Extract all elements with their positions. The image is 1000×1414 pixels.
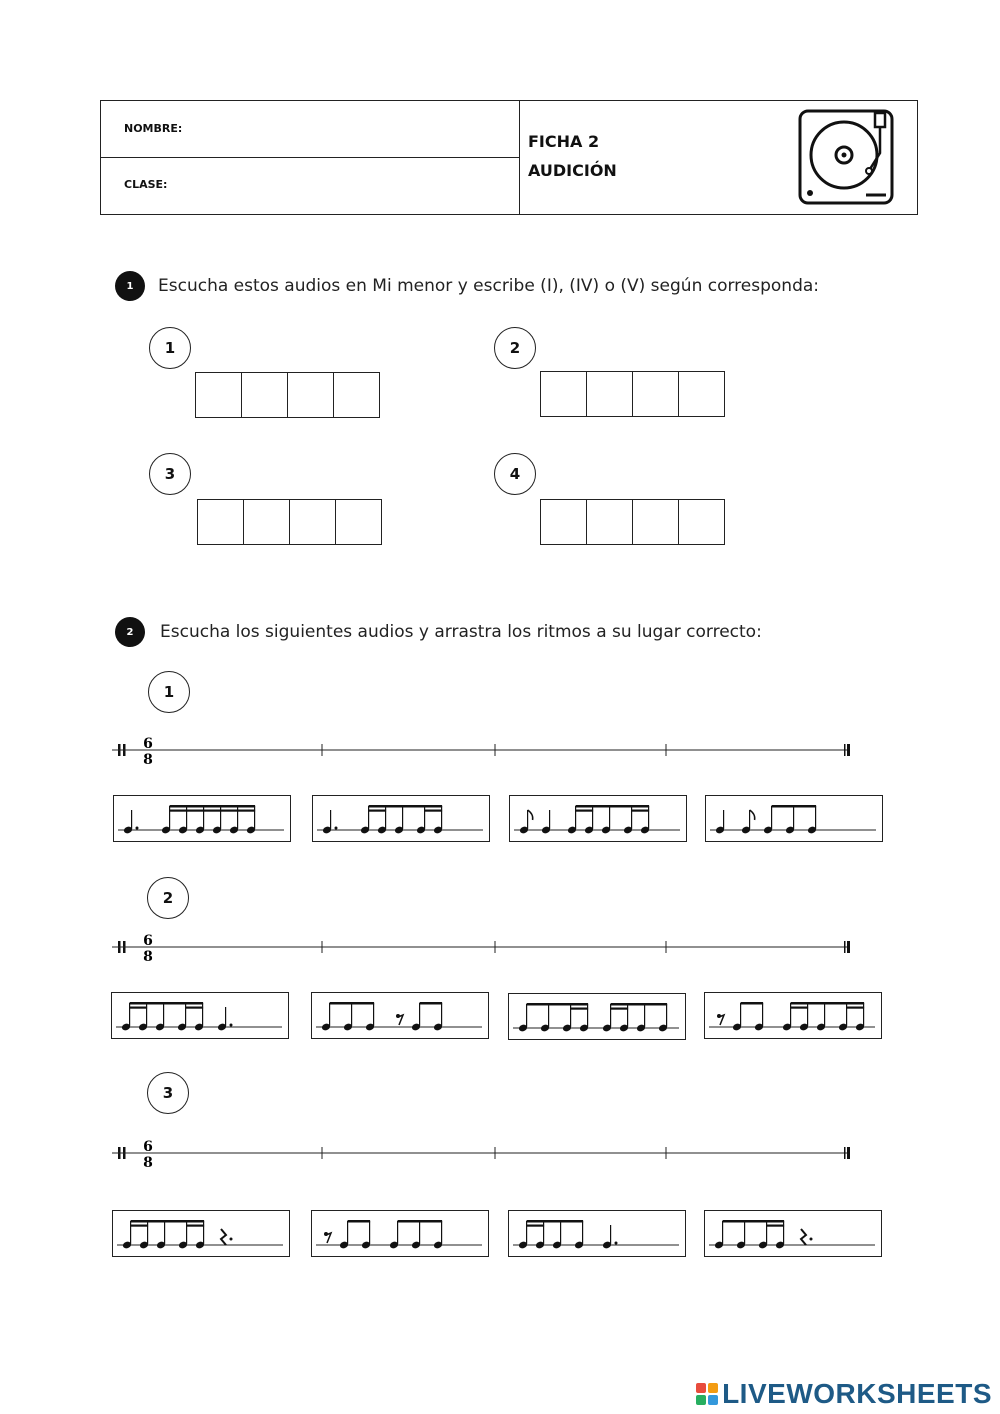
answer-box[interactable]: [540, 499, 587, 545]
beam-secondary: [632, 810, 650, 812]
exercise-2-answers: [540, 371, 725, 417]
rhythm-option[interactable]: [705, 795, 883, 842]
answer-box[interactable]: [336, 499, 382, 545]
time-signature-bottom: 8: [143, 949, 153, 965]
rhythm-notation: [112, 993, 288, 1038]
beam: [131, 1220, 205, 1223]
nombre-label: NOMBRE:: [124, 122, 183, 135]
answer-box[interactable]: [195, 372, 242, 418]
rhythm-option[interactable]: [704, 992, 882, 1039]
staff-end-bar: [844, 744, 846, 756]
rhythm-notation: [705, 993, 881, 1038]
clase-label: CLASE:: [124, 178, 168, 191]
beam-secondary: [187, 810, 205, 812]
time-signature-bottom: 8: [143, 752, 153, 768]
rhythm-option[interactable]: [508, 993, 686, 1040]
beam-secondary: [767, 1225, 785, 1227]
logo-tile: [696, 1383, 706, 1393]
rhythm-option[interactable]: [508, 1210, 686, 1257]
section-1-bullet: 1: [115, 271, 145, 301]
beam: [398, 1220, 443, 1223]
beam: [772, 805, 817, 808]
answer-box[interactable]: [242, 372, 288, 418]
beam: [420, 1002, 443, 1005]
beam-secondary: [571, 1008, 589, 1010]
staff-3: [110, 1133, 870, 1173]
beam-secondary: [131, 1225, 149, 1227]
rhythm-notation: [510, 796, 686, 841]
header-table: [100, 100, 918, 215]
beam-secondary: [791, 1007, 809, 1009]
rhythm-exercise-1-label: 1: [148, 671, 190, 713]
beam: [723, 1220, 785, 1223]
eighth-rest: [396, 1014, 403, 1025]
beam: [527, 1220, 584, 1223]
section-2-instruction: Escucha los siguientes audios y arrastra los ritmos a su lugar correcto:: [160, 622, 762, 642]
rhythm-notation: [509, 1211, 685, 1256]
rhythm-notation: [509, 994, 685, 1039]
exercise-4-label: 4: [494, 453, 536, 495]
beam: [170, 805, 256, 808]
time-signature-top: 6: [143, 736, 153, 752]
exercise-1-answers: [195, 372, 380, 418]
section-1-instruction: Escucha estos audios en Mi menor y escribe (I), (IV) o (V) según corresponda:: [158, 276, 820, 296]
beam-secondary: [221, 810, 239, 812]
staff-1: [110, 730, 870, 770]
time-signature-top: 6: [143, 1139, 153, 1155]
exercise-1-label: 1: [149, 327, 191, 369]
beam: [130, 1002, 204, 1005]
logo-tiles: [696, 1383, 718, 1405]
dot: [335, 827, 338, 830]
rhythm-notation: [312, 993, 488, 1038]
beam-secondary: [130, 1007, 148, 1009]
answer-box[interactable]: [288, 372, 334, 418]
beam-secondary: [425, 810, 443, 812]
exercise-3-answers: [197, 499, 382, 545]
rhythm-option[interactable]: [311, 1210, 489, 1257]
beam-secondary: [611, 1008, 629, 1010]
worksheet-number: FICHA 2: [528, 132, 600, 151]
answer-box[interactable]: [334, 372, 380, 418]
rhythm-exercise-2-label: 2: [147, 877, 189, 919]
note-flag: [750, 810, 755, 820]
answer-box[interactable]: [197, 499, 244, 545]
logo-tile: [708, 1395, 718, 1405]
quarter-rest: [801, 1229, 813, 1245]
eighth-rest: [324, 1232, 331, 1243]
answer-box[interactable]: [679, 371, 725, 417]
rhythm-notation: [114, 796, 290, 841]
rhythm-option[interactable]: [113, 795, 291, 842]
answer-box[interactable]: [587, 499, 633, 545]
dot: [615, 1242, 618, 1245]
answer-box[interactable]: [679, 499, 725, 545]
rhythm-option[interactable]: [509, 795, 687, 842]
beam: [330, 1002, 375, 1005]
beam: [576, 805, 650, 808]
brand-name: LIVEWORKSHEETS: [722, 1378, 992, 1409]
answer-box[interactable]: [633, 371, 679, 417]
exercise-2-label: 2: [494, 327, 536, 369]
staff-2: [110, 927, 870, 967]
staff-end-bar: [844, 941, 846, 953]
exercise-4-answers: [540, 499, 725, 545]
answer-box[interactable]: [290, 499, 336, 545]
beam-secondary: [170, 810, 188, 812]
beam-secondary: [204, 810, 222, 812]
dot: [230, 1024, 233, 1027]
rhythm-notation: [706, 796, 882, 841]
beam-secondary: [369, 810, 387, 812]
rhythm-option[interactable]: [111, 992, 289, 1039]
exercise-3-label: 3: [149, 453, 191, 495]
rhythm-option[interactable]: [312, 795, 490, 842]
header-row-divider: [101, 157, 519, 158]
beam-secondary: [238, 810, 256, 812]
beam: [348, 1220, 371, 1223]
beam-secondary: [576, 810, 594, 812]
dot: [136, 827, 139, 830]
rhythm-notation: [113, 1211, 289, 1256]
staff-end-bar: [847, 744, 850, 756]
beam-secondary: [527, 1225, 545, 1227]
beam: [611, 1003, 668, 1006]
liveworksheets-logo: [696, 1378, 992, 1410]
staff-end-bar: [847, 1147, 850, 1159]
quarter-rest: [221, 1229, 233, 1245]
answer-box[interactable]: [633, 499, 679, 545]
beam: [527, 1003, 589, 1006]
answer-box[interactable]: [540, 371, 587, 417]
worksheet-topic: AUDICIÓN: [528, 161, 617, 180]
beam: [791, 1002, 865, 1005]
time-signature-top: 6: [143, 933, 153, 949]
beam: [741, 1002, 764, 1005]
beam: [369, 805, 443, 808]
staff-end-bar: [844, 1147, 846, 1159]
beam-secondary: [186, 1007, 204, 1009]
time-signature-bottom: 8: [143, 1155, 153, 1171]
staff-end-bar: [847, 941, 850, 953]
note-flag: [528, 810, 533, 820]
section-2-bullet: 2: [115, 617, 145, 647]
rhythm-notation: [312, 1211, 488, 1256]
rhythm-option[interactable]: [112, 1210, 290, 1257]
rhythm-option[interactable]: [704, 1210, 882, 1257]
logo-tile: [708, 1383, 718, 1393]
header-divider: [519, 101, 520, 214]
logo-tile: [696, 1395, 706, 1405]
eighth-rest: [717, 1014, 724, 1025]
answer-box[interactable]: [587, 371, 633, 417]
turntable-icon: [798, 109, 894, 209]
answer-box[interactable]: [244, 499, 290, 545]
rhythm-notation: [313, 796, 489, 841]
rhythm-exercise-3-label: 3: [147, 1072, 189, 1114]
beam-secondary: [847, 1007, 865, 1009]
rhythm-option[interactable]: [311, 992, 489, 1039]
rhythm-notation: [705, 1211, 881, 1256]
beam-secondary: [187, 1225, 205, 1227]
